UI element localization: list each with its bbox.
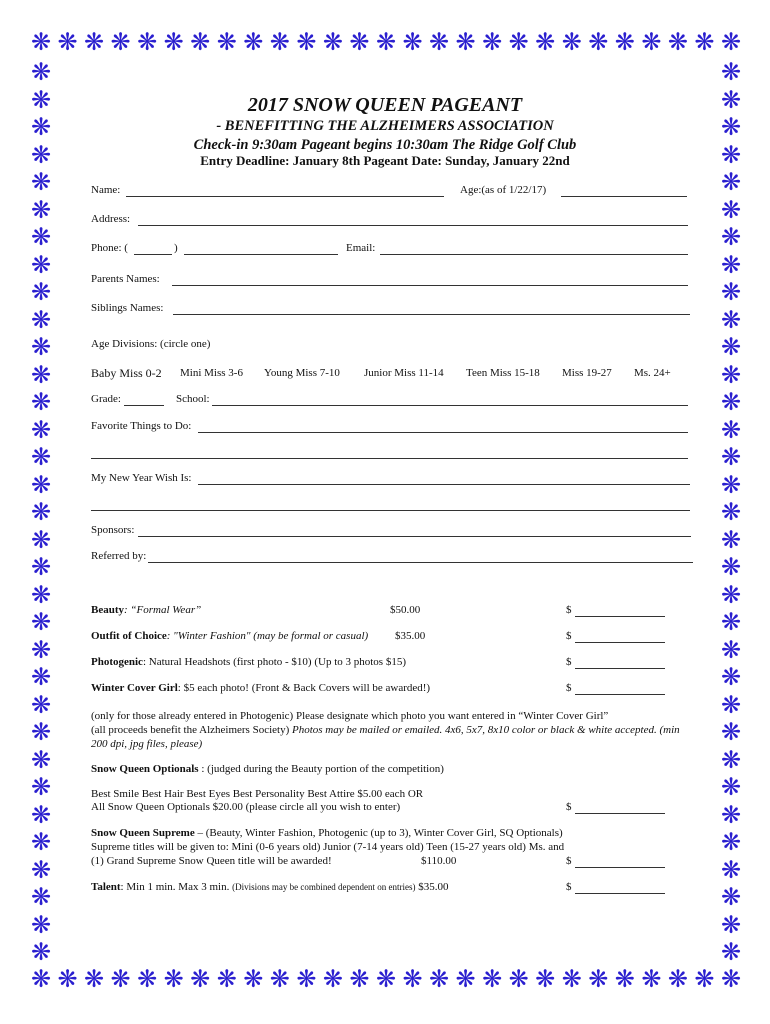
snowflake-icon: ❋ xyxy=(30,415,52,444)
deadline-line: Entry Deadline: January 8th Pageant Date: Sunday, January 22nd xyxy=(200,153,570,168)
snowflake-icon: ❋ xyxy=(720,800,742,829)
snowflake-icon: ❋ xyxy=(190,965,211,993)
snowflake-icon: ❋ xyxy=(30,28,52,56)
beauty-amount-field[interactable] xyxy=(575,616,665,617)
snowflake-icon: ❋ xyxy=(30,168,52,196)
snowflake-icon: ❋ xyxy=(30,223,52,251)
snowflake-icon: ❋ xyxy=(720,168,742,196)
checkin-line: Check-in 9:30am Pageant begins 10:30am The Ridge Golf Club xyxy=(193,137,577,153)
snowflake-icon: ❋ xyxy=(720,690,742,719)
division-teen[interactable]: Teen Miss 15-18 xyxy=(466,367,540,379)
snowflake-icon: ❋ xyxy=(110,28,131,56)
parents-label: Parents Names: xyxy=(91,273,160,285)
talent-amount-field[interactable] xyxy=(575,893,665,894)
cover-dollar: $ xyxy=(566,682,572,694)
email-label: Email: xyxy=(346,242,376,254)
snowflake-icon: ❋ xyxy=(30,470,52,499)
outfit-desc: : "Winter Fashion" (may be formal or casual) xyxy=(166,630,369,642)
snowflake-icon: ❋ xyxy=(296,28,317,56)
snowflake-icon: ❋ xyxy=(269,965,290,993)
siblings-label: Siblings Names: xyxy=(91,302,164,314)
division-ms[interactable]: Ms. 24+ xyxy=(634,367,671,379)
snowflake-icon: ❋ xyxy=(30,910,52,939)
snowflake-icon: ❋ xyxy=(216,965,237,993)
snowflake-icon: ❋ xyxy=(84,965,105,993)
supreme-desc: – (Beauty, Winter Fashion, Photogenic (up to 3), Winter Cover Girl, SQ Optionals) xyxy=(194,827,563,839)
favorite-field-2[interactable] xyxy=(91,458,688,459)
snowflake-icon: ❋ xyxy=(84,28,105,56)
beauty-dollar: $ xyxy=(566,604,572,616)
cover-note-1: (only for those already entered in Photogenic) Please designate which photo you want entered in “Winter Cover Girl” xyxy=(91,710,609,722)
snowflake-icon: ❋ xyxy=(30,278,52,306)
snowflake-icon: ❋ xyxy=(137,28,158,56)
snowflake-icon: ❋ xyxy=(30,800,52,829)
school-label: School: xyxy=(176,393,210,405)
snowflake-icon: ❋ xyxy=(720,773,742,801)
snowflake-icon: ❋ xyxy=(455,965,476,993)
supreme-line xyxy=(91,827,563,839)
snowflake-icon: ❋ xyxy=(30,498,52,526)
snowflake-icon: ❋ xyxy=(614,28,635,56)
supreme-amount-field[interactable] xyxy=(575,867,665,868)
snowflake-icon: ❋ xyxy=(30,553,52,581)
snowflake-icon: ❋ xyxy=(720,250,742,279)
snowflake-icon: ❋ xyxy=(641,965,662,993)
snowflake-icon: ❋ xyxy=(30,250,52,279)
snowflake-icon: ❋ xyxy=(30,113,52,141)
sponsors-field[interactable] xyxy=(138,536,691,537)
snowflake-icon: ❋ xyxy=(429,28,450,56)
snowflake-icon: ❋ xyxy=(30,718,52,746)
snowflake-icon: ❋ xyxy=(720,443,742,471)
age-field[interactable] xyxy=(561,196,687,197)
talent-note: (Divisions may be combined dependent on entries) xyxy=(232,882,416,892)
snowflake-icon: ❋ xyxy=(402,28,423,56)
photogenic-dollar: $ xyxy=(566,656,572,668)
division-junior[interactable]: Junior Miss 11-14 xyxy=(364,367,444,379)
cover-note-3: 200 dpi, jpg files, please) xyxy=(91,738,203,750)
optionals-line xyxy=(91,763,444,775)
snowflake-icon: ❋ xyxy=(30,635,52,664)
photogenic-line xyxy=(91,656,406,668)
school-field[interactable] xyxy=(212,405,688,406)
optionals-desc: : (judged during the Beauty portion of the competition) xyxy=(198,763,444,775)
snowflake-icon: ❋ xyxy=(30,663,52,691)
snowflake-icon: ❋ xyxy=(508,28,529,56)
outfit-amount-field[interactable] xyxy=(575,642,665,643)
snowflake-icon: ❋ xyxy=(720,140,742,169)
snowflake-icon: ❋ xyxy=(535,28,556,56)
snowflake-icon: ❋ xyxy=(137,965,158,993)
snowflake-icon: ❋ xyxy=(720,525,742,554)
snowflake-icon: ❋ xyxy=(482,965,503,993)
cover-label: Winter Cover Girl xyxy=(91,682,178,694)
snowflake-icon: ❋ xyxy=(30,690,52,719)
cover-amount-field[interactable] xyxy=(575,694,665,695)
supreme-label: Snow Queen Supreme xyxy=(91,827,195,839)
snowflake-icon: ❋ xyxy=(375,28,397,56)
snowflake-icon: ❋ xyxy=(720,580,742,609)
talent-price: $35.00 xyxy=(415,881,449,893)
photogenic-amount-field[interactable] xyxy=(575,668,665,669)
optionals-choices[interactable]: Best Smile Best Hair Best Eyes Best Personality Best Attire $5.00 each OR xyxy=(91,788,424,800)
snowflake-icon: ❋ xyxy=(57,28,78,56)
referred-field[interactable] xyxy=(148,562,693,563)
snowflake-icon: ❋ xyxy=(30,58,52,86)
snowflake-icon: ❋ xyxy=(720,85,742,114)
outfit-line xyxy=(91,630,368,642)
snowflake-icon: ❋ xyxy=(322,28,343,56)
snowflake-icon: ❋ xyxy=(561,965,582,993)
snowflake-icon: ❋ xyxy=(30,855,52,884)
wish-field-2[interactable] xyxy=(91,510,690,511)
email-field[interactable] xyxy=(380,254,688,255)
division-baby[interactable]: Baby Miss 0-2 xyxy=(91,366,162,380)
beauty-desc: : “Formal Wear” xyxy=(124,604,202,616)
snowflake-icon: ❋ xyxy=(667,965,688,993)
snowflake-icon: ❋ xyxy=(243,965,264,993)
photogenic-label: Photogenic xyxy=(91,656,143,668)
snowflake-icon: ❋ xyxy=(588,965,609,993)
referred-label: Referred by: xyxy=(91,550,147,562)
snowflake-icon: ❋ xyxy=(720,718,742,746)
optionals-all[interactable]: All Snow Queen Optionals $20.00 (please circle all you wish to enter) xyxy=(91,801,401,813)
snowflake-icon: ❋ xyxy=(720,828,742,856)
snowflake-icon: ❋ xyxy=(296,965,317,993)
wish-label: My New Year Wish Is: xyxy=(91,472,192,484)
snowflake-icon: ❋ xyxy=(720,305,742,334)
snowflake-icon: ❋ xyxy=(720,910,742,939)
snowflake-icon: ❋ xyxy=(30,305,52,334)
snowflake-icon: ❋ xyxy=(269,28,290,56)
division-miss[interactable]: Miss 19-27 xyxy=(562,367,612,379)
phone-field[interactable] xyxy=(184,254,338,255)
snowflake-icon: ❋ xyxy=(588,28,609,56)
sponsors-label: Sponsors: xyxy=(91,524,135,536)
snowflake-icon: ❋ xyxy=(30,828,52,856)
snowflake-icon: ❋ xyxy=(402,965,423,993)
outfit-label: Outfit of Choice xyxy=(91,630,167,642)
snowflake-icon: ❋ xyxy=(482,28,503,56)
snowflake-icon: ❋ xyxy=(720,608,742,636)
snowflake-icon: ❋ xyxy=(508,965,529,993)
beauty-line xyxy=(91,604,201,616)
snowflake-icon: ❋ xyxy=(720,855,742,884)
snowflake-icon: ❋ xyxy=(720,965,742,993)
snowflake-icon: ❋ xyxy=(30,608,52,636)
wish-field[interactable] xyxy=(198,484,690,485)
snowflake-icon: ❋ xyxy=(641,28,662,56)
snowflake-icon: ❋ xyxy=(720,883,742,911)
grade-label: Grade: xyxy=(91,393,121,405)
talent-label: Talent xyxy=(91,881,121,893)
address-label: Address: xyxy=(91,213,131,225)
page-title: 2017 SNOW QUEEN PAGEANT xyxy=(247,94,523,116)
photogenic-desc: : Natural Headshots (first photo - $10) (Up to 3 photos $15) xyxy=(142,656,406,668)
snowflake-icon: ❋ xyxy=(720,553,742,581)
age-divisions-label: Age Divisions: (circle one) xyxy=(91,338,211,350)
snowflake-icon: ❋ xyxy=(110,965,131,993)
snowflake-icon: ❋ xyxy=(30,388,52,416)
name-field[interactable] xyxy=(126,196,444,197)
snowflake-icon: ❋ xyxy=(30,745,52,774)
snowflake-icon: ❋ xyxy=(30,773,52,801)
address-field[interactable] xyxy=(138,225,688,226)
optionals-dollar: $ xyxy=(566,801,572,813)
snowflake-icon: ❋ xyxy=(720,113,742,141)
snowflake-icon: ❋ xyxy=(720,223,742,251)
snowflake-icon: ❋ xyxy=(720,663,742,691)
snowflake-icon: ❋ xyxy=(322,965,343,993)
snowflake-icon: ❋ xyxy=(349,28,370,56)
snowflake-icon: ❋ xyxy=(30,333,52,361)
snowflake-icon: ❋ xyxy=(190,28,211,56)
snowflake-icon: ❋ xyxy=(720,278,742,306)
supreme-dollar: $ xyxy=(566,855,572,867)
snowflake-icon: ❋ xyxy=(30,883,52,911)
name-label: Name: xyxy=(91,184,121,196)
grade-field[interactable] xyxy=(124,405,164,406)
supreme-titles: Supreme titles will be given to: Mini (0-6 years old) Junior (7-14 years old) Teen (15-27 years old) Ms. and xyxy=(91,841,565,853)
snowflake-icon: ❋ xyxy=(720,938,742,966)
snowflake-icon: ❋ xyxy=(30,195,52,224)
optionals-amount-field[interactable] xyxy=(575,813,665,814)
snowflake-icon: ❋ xyxy=(720,745,742,774)
phone-label: Phone: ( xyxy=(91,242,128,254)
beauty-label: Beauty xyxy=(91,604,124,616)
snowflake-icon: ❋ xyxy=(535,965,556,993)
snowflake-icon: ❋ xyxy=(57,965,78,993)
snowflake-icon: ❋ xyxy=(720,58,742,86)
cover-note-2 xyxy=(91,724,680,736)
favorite-field[interactable] xyxy=(198,432,688,433)
snowflake-icon: ❋ xyxy=(30,938,52,966)
snowflake-icon: ❋ xyxy=(30,580,52,609)
beauty-price: $50.00 xyxy=(390,604,421,616)
snowflake-icon: ❋ xyxy=(667,28,688,56)
snowflake-icon: ❋ xyxy=(720,415,742,444)
snowflake-icon: ❋ xyxy=(30,525,52,554)
age-label: Age:(as of 1/22/17) xyxy=(460,184,547,196)
benefit-line: - BENEFITTING THE ALZHEIMERS ASSOCIATION xyxy=(216,118,554,134)
cover-note-2b: Photos may be mailed or emailed. 4x6, 5x7, 8x10 color or black & white accepted. (min xyxy=(291,724,680,736)
snowflake-icon: ❋ xyxy=(720,333,742,361)
snowflake-icon: ❋ xyxy=(455,28,476,56)
snowflake-icon: ❋ xyxy=(720,388,742,416)
snowflake-icon: ❋ xyxy=(216,28,237,56)
division-mini[interactable]: Mini Miss 3-6 xyxy=(180,367,243,379)
snowflake-icon: ❋ xyxy=(694,28,715,56)
snowflake-icon: ❋ xyxy=(720,195,742,224)
snowflake-icon: ❋ xyxy=(30,360,52,389)
snowflake-icon: ❋ xyxy=(614,965,635,993)
phone-area-field[interactable] xyxy=(134,254,172,255)
snowflake-icon: ❋ xyxy=(720,498,742,526)
snowflake-icon: ❋ xyxy=(694,965,715,993)
talent-dollar: $ xyxy=(566,881,572,893)
supreme-price: $110.00 xyxy=(421,855,457,867)
cover-line xyxy=(91,682,430,694)
snowflake-icon: ❋ xyxy=(30,85,52,114)
cover-desc: : $5 each photo! (Front & Back Covers will be awarded!) xyxy=(177,682,431,694)
snowflake-icon: ❋ xyxy=(720,635,742,664)
talent-line xyxy=(91,881,449,893)
parents-field[interactable] xyxy=(172,285,688,286)
snowflake-icon: ❋ xyxy=(30,140,52,169)
phone-close-paren: ) xyxy=(174,242,178,254)
snowflake-icon: ❋ xyxy=(429,965,450,993)
snowflake-icon: ❋ xyxy=(375,965,397,993)
snowflake-icon: ❋ xyxy=(163,28,184,56)
snowflake-icon: ❋ xyxy=(720,470,742,499)
supreme-grand: (1) Grand Supreme Snow Queen title will be awarded! xyxy=(91,855,332,867)
cover-note-2a: (all proceeds benefit the Alzheimers Society) xyxy=(91,724,292,736)
snowflake-icon: ❋ xyxy=(720,28,742,56)
outfit-dollar: $ xyxy=(566,630,572,642)
snowflake-icon: ❋ xyxy=(243,28,264,56)
favorite-label: Favorite Things to Do: xyxy=(91,420,192,432)
snowflake-icon: ❋ xyxy=(561,28,582,56)
snowflake-icon: ❋ xyxy=(720,360,742,389)
snowflake-icon: ❋ xyxy=(30,443,52,471)
division-young[interactable]: Young Miss 7-10 xyxy=(264,367,340,379)
snowflake-icon: ❋ xyxy=(30,965,52,993)
snowflake-icon: ❋ xyxy=(163,965,184,993)
snowflake-icon: ❋ xyxy=(349,965,370,993)
outfit-price: $35.00 xyxy=(395,630,426,642)
siblings-field[interactable] xyxy=(173,314,690,315)
talent-desc: : Min 1 min. Max 3 min. xyxy=(120,881,233,893)
optionals-label: Snow Queen Optionals xyxy=(91,763,199,775)
